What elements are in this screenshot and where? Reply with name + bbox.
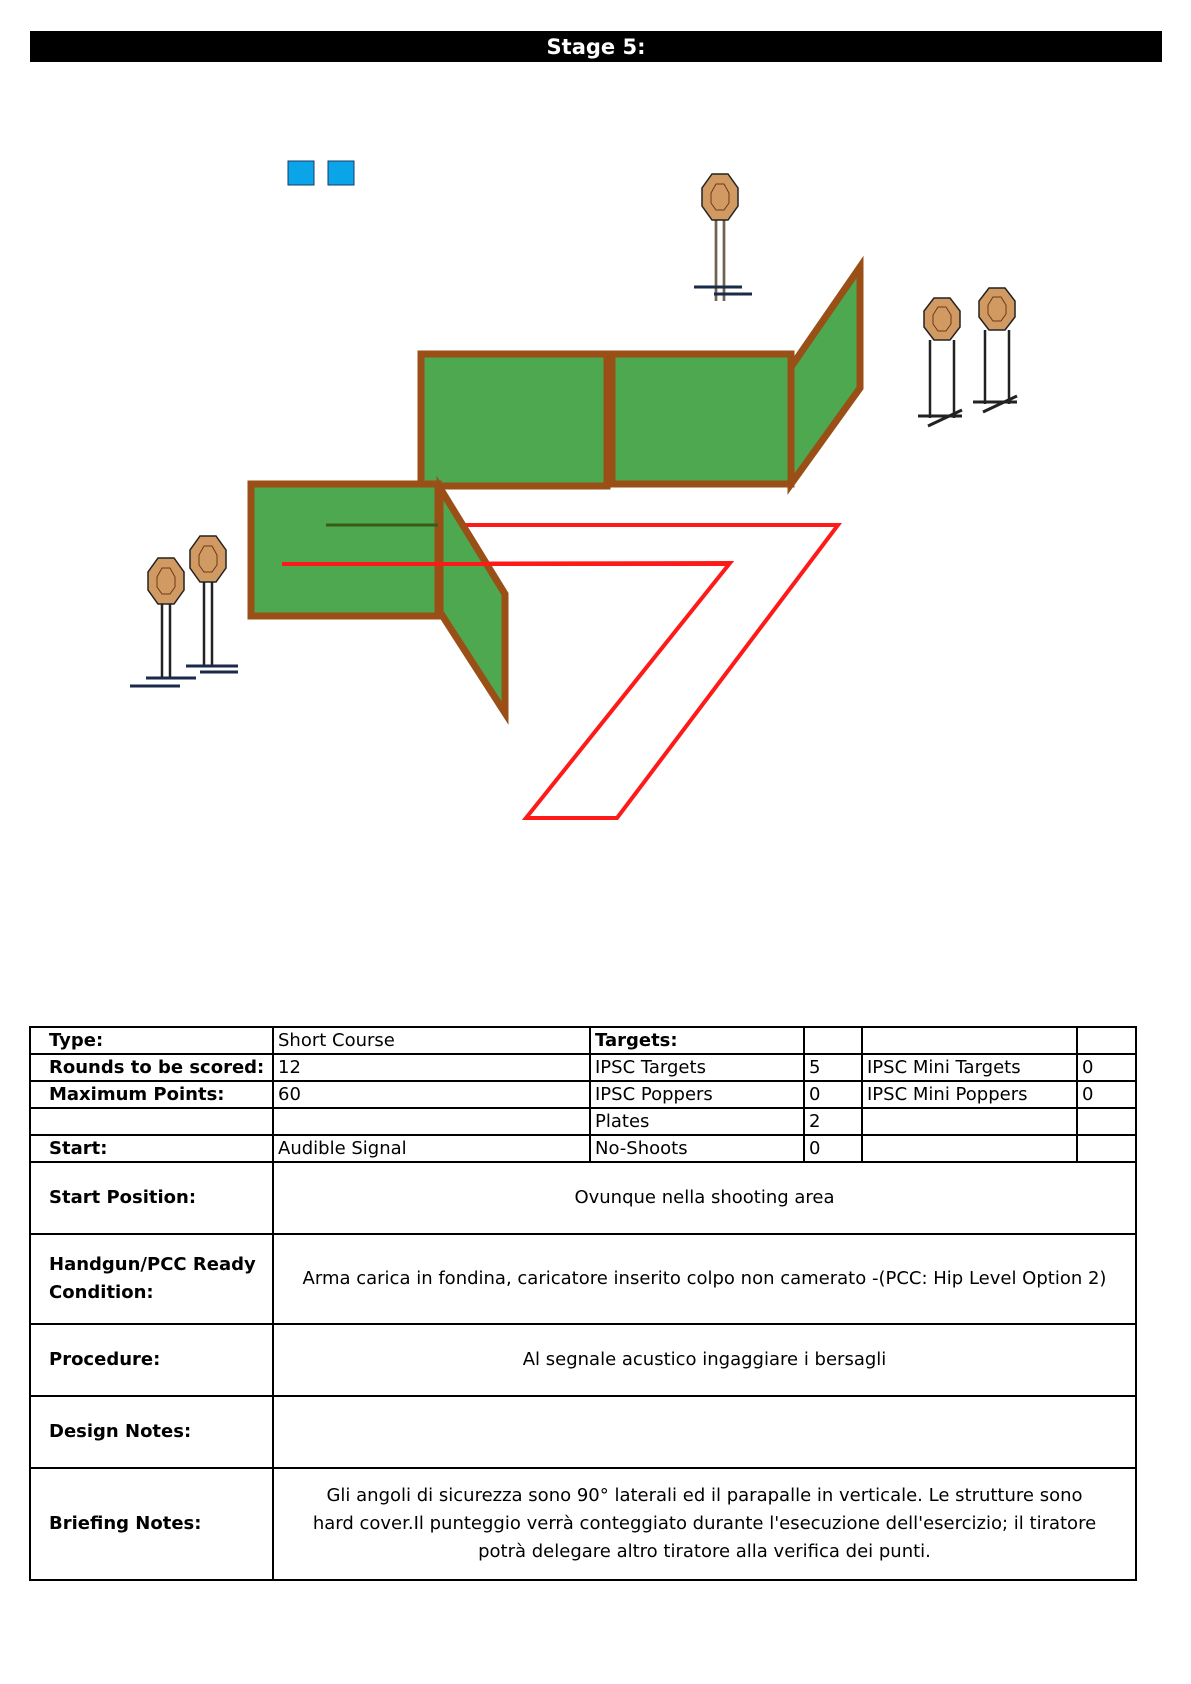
target-name: IPSC Poppers (590, 1081, 804, 1108)
wall-icon (251, 484, 438, 616)
procedure-label: Procedure: (30, 1324, 273, 1396)
target-name: No-Shoots (590, 1135, 804, 1162)
mini-target-count: 0 (1077, 1081, 1136, 1108)
ready-condition-label: Handgun/PCC Ready Condition: (30, 1234, 273, 1324)
wall-icon (421, 354, 607, 486)
points-label: Maximum Points: (30, 1081, 273, 1108)
table-row (30, 1468, 1136, 1580)
design-notes-value (273, 1396, 1136, 1468)
procedure-value: Al segnale acustico ingaggiare i bersagli (273, 1324, 1136, 1396)
table-row (30, 1108, 1136, 1135)
start-position-label: Start Position: (30, 1162, 273, 1234)
mini-target-name: IPSC Mini Poppers (862, 1081, 1077, 1108)
target-name: IPSC Targets (590, 1054, 804, 1081)
briefing-notes-value: Gli angoli di sicurezza sono 90° laterali ed il parapalle in verticale. Le strutture sono hard cover.Il punteggio verrà conteggiato durante l'esecuzione dell'esercizio; il tiratore potrà delegare altro tiratore alla verifica dei punti. (273, 1468, 1136, 1580)
rounds-label: Rounds to be scored: (30, 1054, 273, 1081)
target-name: Plates (590, 1108, 804, 1135)
table-row (30, 1396, 1136, 1468)
mini-target-name: IPSC Mini Targets (862, 1054, 1077, 1081)
points-value: 60 (273, 1081, 590, 1108)
target-count: 0 (804, 1135, 862, 1162)
wall-icon (440, 488, 505, 713)
ipsc-target-icon (918, 298, 962, 426)
type-label: Type: (30, 1027, 273, 1054)
table-row (30, 1135, 1136, 1162)
ipsc-target-icon (973, 288, 1017, 412)
stage-title: Stage 5: (30, 31, 1162, 62)
wall-icon (612, 354, 791, 484)
wall-icon (791, 267, 860, 484)
rounds-value: 12 (273, 1054, 590, 1081)
ready-condition-value: Arma carica in fondina, caricatore inserito colpo non camerato -(PCC: Hip Level Option 2) (273, 1234, 1136, 1324)
start-value: Audible Signal (273, 1135, 590, 1162)
table-row (30, 1054, 1136, 1081)
ipsc-target-icon (186, 536, 238, 672)
target-count: 0 (804, 1081, 862, 1108)
plate-icon (288, 161, 314, 185)
target-count: 2 (804, 1108, 862, 1135)
stage-diagram (0, 90, 1191, 940)
table-row (30, 1162, 1136, 1234)
table-row (30, 1234, 1136, 1324)
type-value: Short Course (273, 1027, 590, 1054)
targets-header: Targets: (590, 1027, 804, 1054)
table-row (30, 1027, 1136, 1054)
table-row (30, 1081, 1136, 1108)
design-notes-label: Design Notes: (30, 1396, 273, 1468)
start-label: Start: (30, 1135, 273, 1162)
stage-info-table (29, 1026, 1137, 1581)
ipsc-target-icon (694, 174, 752, 301)
table-row (30, 1324, 1136, 1396)
briefing-notes-label: Briefing Notes: (30, 1468, 273, 1580)
mini-target-count: 0 (1077, 1054, 1136, 1081)
plate-icon (328, 161, 354, 185)
target-count: 5 (804, 1054, 862, 1081)
start-position-value: Ovunque nella shooting area (273, 1162, 1136, 1234)
